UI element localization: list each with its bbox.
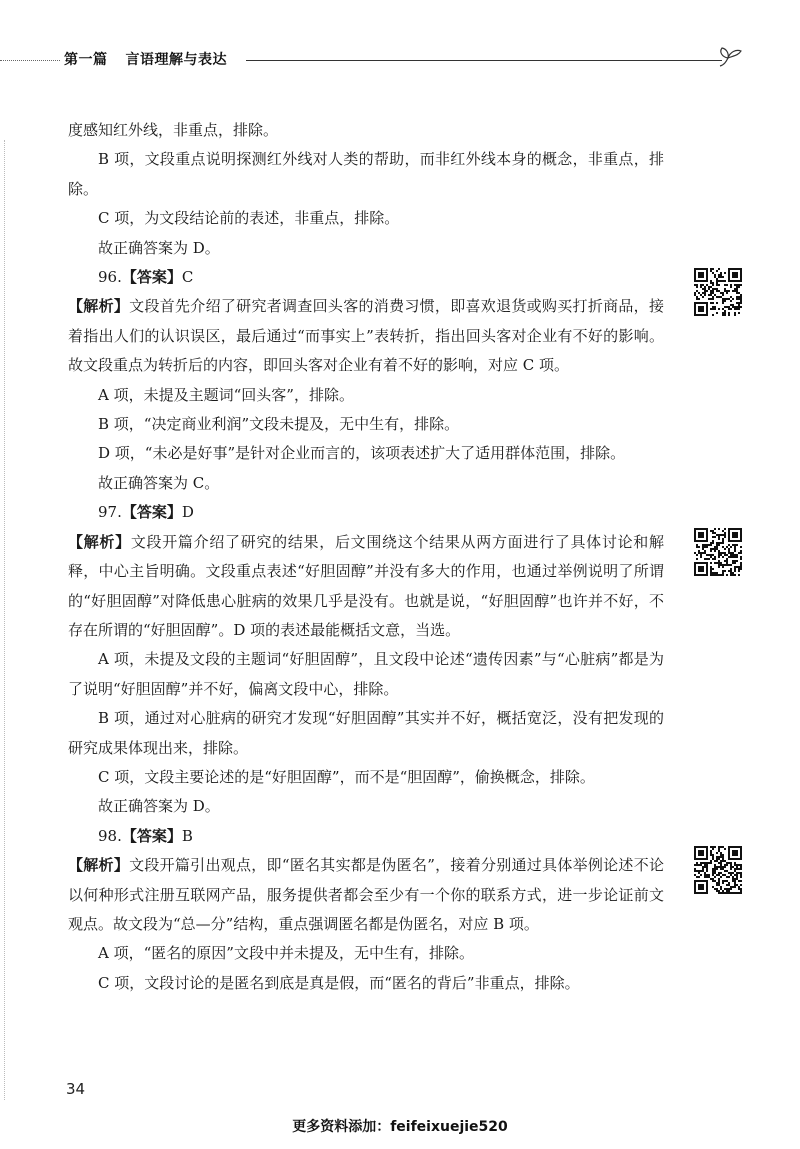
chapter-name: 言语理解与表达	[125, 52, 227, 68]
answer-line	[68, 822, 664, 851]
answer-value: B	[181, 826, 193, 845]
answer-line	[68, 263, 664, 292]
option-analysis: C 项，文段讨论的是匿名到底是真是假，而“匿名的背后”非重点，排除。	[98, 973, 580, 992]
analysis-label: 【解析】	[68, 297, 130, 316]
analysis-label: 【解析】	[68, 856, 130, 875]
question-number: 96.	[98, 268, 122, 287]
page-edge-dots	[4, 140, 5, 1100]
answer-explanations	[68, 116, 664, 998]
option-analysis: B 项，“决定商业利润”文段未提及，无中生有，排除。	[98, 415, 460, 434]
analysis-text: 文段开篇介绍了研究的结果，后文围绕这个结果从两方面进行了具体讨论和解释，中心主旨明确。文段重点表述“好胆固醇”并没有多大的作用，也通过举例说明了所谓的“好胆固醇”对降低患心脏病的效果几乎是没有。也就是说，“好胆固醇”也许并不好，不存在所谓的“好胆固醇”。D 项的表述最能概括文意，当选。	[68, 532, 664, 639]
answer-value: C	[181, 268, 194, 287]
qr-code-icon[interactable]	[694, 528, 742, 576]
page-number: 34	[66, 1080, 86, 1098]
qr-code-icon[interactable]	[694, 268, 742, 316]
answer-label: 【答案】	[121, 503, 182, 522]
qr-code-icon[interactable]	[694, 846, 742, 894]
analysis-paragraph	[68, 851, 664, 939]
analysis-paragraph	[68, 292, 664, 380]
option-analysis: 故正确答案为 C。	[98, 473, 220, 492]
question-number: 98.	[98, 826, 122, 845]
analysis-paragraph	[68, 528, 664, 646]
footer-note: 更多资料添加：feifeixuejie520	[292, 1119, 508, 1135]
option-analysis: D 项，“未必是好事”是针对企业而言的，该项表述扩大了适用群体范围，排除。	[98, 444, 626, 463]
option-analysis: B 项，通过对心脏病的研究才发现“好胆固醇”其实并不好，概括宽泛，没有把发现的研究成果体现出来，排除。	[68, 709, 664, 757]
chapter-title	[64, 49, 227, 69]
sprout-icon	[716, 46, 744, 68]
answer-value: D	[181, 503, 194, 522]
page-header	[0, 46, 760, 70]
answer-label: 【答案】	[121, 826, 182, 845]
option-analysis: A 项，“匿名的原因”文段中并未提及，无中生有，排除。	[98, 944, 474, 963]
option-analysis: 故正确答案为 D。	[98, 797, 220, 816]
answer-line	[68, 498, 664, 527]
header-rule	[246, 60, 722, 61]
analysis-text: 文段开篇引出观点，即“匿名其实都是伪匿名”，接着分别通过具体举例论述不论以何种形式注册互联网产品，服务提供者都会至少有一个你的联系方式，进一步论证前文观点。故文段为“总—分”结构，重点强调匿名都是伪匿名，对应 B 项。	[68, 856, 664, 933]
question-number: 97.	[98, 503, 122, 522]
option-analysis: B 项，文段重点说明探测红外线对人类的帮助，而非红外线本身的概念，非重点，排除。	[68, 150, 664, 198]
header-dotted-rule	[0, 60, 60, 61]
option-analysis: 故正确答案为 D。	[98, 238, 220, 257]
analysis-text: 文段首先介绍了研究者调查回头客的消费习惯，即喜欢退货或购买打折商品，接着指出人们的认识误区，最后通过“而事实上”表转折，指出回头客对企业有不好的影响。故文段重点为转折后的内容，即回头客对企业有着不好的影响，对应 C 项。	[68, 297, 664, 375]
answer-label: 【答案】	[121, 268, 182, 287]
option-analysis: A 项，未提及文段的主题词“好胆固醇”，且文段中论述“遗传因素”与“心脏病”都是为了说明“好胆固醇”并不好，偏离文段中心，排除。	[68, 650, 664, 698]
analysis-label: 【解析】	[68, 532, 131, 551]
chapter-part: 第一篇	[64, 52, 108, 68]
paragraph: 度感知红外线，非重点，排除。	[68, 121, 279, 139]
option-analysis: A 项，未提及主题词“回头客”，排除。	[98, 385, 354, 404]
option-analysis: C 项，为文段结论前的表述，非重点，排除。	[98, 209, 400, 228]
option-analysis: C 项，文段主要论述的是“好胆固醇”，而不是“胆固醇”，偷换概念，排除。	[98, 767, 595, 786]
